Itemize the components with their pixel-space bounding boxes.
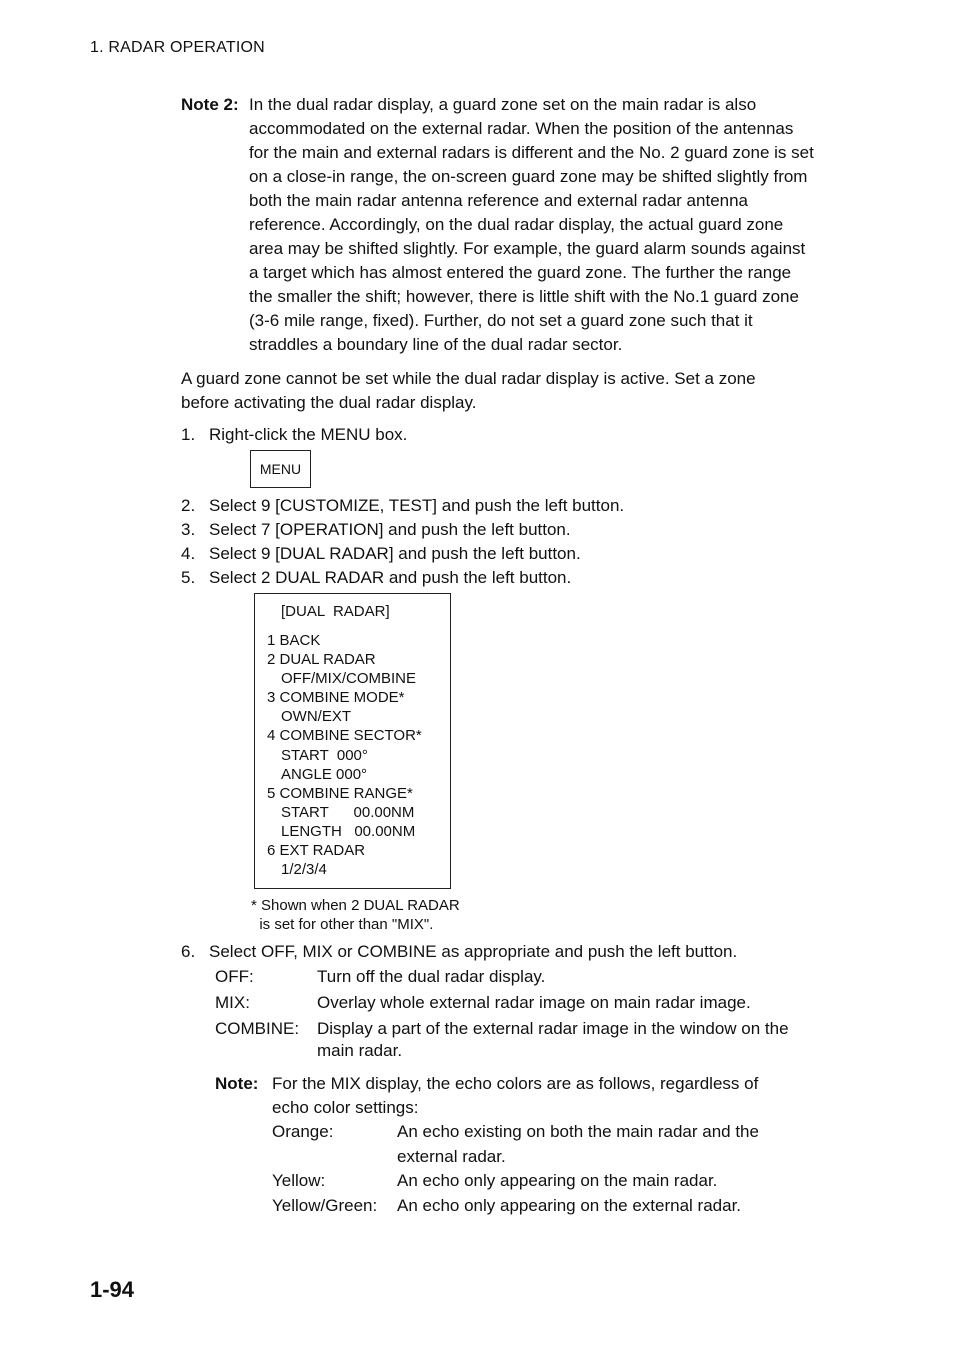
step-text: Select 9 [DUAL RADAR] and push the left button.: [209, 544, 581, 563]
menu-item-combine-range[interactable]: 5 COMBINE RANGE*: [267, 784, 413, 802]
definition-term: MIX:: [215, 993, 250, 1012]
note2-body: [249, 93, 844, 357]
note-line: echo color settings:: [272, 1098, 419, 1117]
definition-mix: [215, 992, 817, 1014]
note2-line: for the main and external radars is different and the No. 2 guard zone is set: [249, 143, 814, 162]
step-4: [181, 542, 581, 566]
note2-label: Note 2:: [181, 95, 239, 114]
echo-color-yellow: [272, 1169, 817, 1194]
footnote-line: is set for other than "MIX".: [251, 916, 434, 933]
step-text: Select 2 DUAL RADAR and push the left button.: [209, 568, 572, 587]
menu-option-line: START 00.00NM: [281, 803, 415, 821]
menu-option-line: START 000°: [281, 746, 368, 764]
menu-item-combine-mode[interactable]: 3 COMBINE MODE*: [267, 689, 405, 707]
menu-option-line: OWN/EXT: [281, 708, 351, 726]
echo-color-orange: [272, 1120, 817, 1169]
step-text: Select 9 [CUSTOMIZE, TEST] and push the left button.: [209, 496, 625, 515]
definition-term: OFF:: [215, 967, 254, 986]
step-5: [181, 566, 571, 590]
step-3: [181, 518, 571, 542]
step-number: 5.: [181, 568, 196, 587]
definition-desc: Overlay whole external radar image on main radar image.: [317, 993, 751, 1012]
step-text: Select 7 [OPERATION] and push the left button.: [209, 520, 571, 539]
menu-item-combine-sector[interactable]: 4 COMBINE SECTOR*: [267, 727, 422, 745]
note2-line: reference. Accordingly, on the dual radar display, the actual guard zone: [249, 215, 784, 234]
definition-combine: [215, 1018, 817, 1062]
color-desc: An echo existing on both the main radar and the external radar.: [397, 1122, 759, 1166]
definition-desc: Display a part of the external radar image in the window on the main radar.: [317, 1019, 789, 1060]
note2-line: both the main radar antenna reference and external radar antenna: [249, 191, 749, 210]
note2-line: In the dual radar display, a guard zone set on the main radar is also: [249, 95, 757, 114]
note2-line: straddles a boundary line of the dual radar sector.: [249, 335, 623, 354]
definition-term: COMBINE:: [215, 1019, 300, 1038]
step-number: 4.: [181, 544, 196, 563]
note-line: For the MIX display, the echo colors are as follows, regardless of: [272, 1074, 759, 1093]
color-desc: An echo only appearing on the external radar.: [397, 1195, 742, 1215]
menu-option-line: LENGTH 00.00NM: [281, 822, 416, 840]
mode-definitions: [215, 966, 817, 1062]
note2-line: on a close-in range, the on-screen guard zone may be shifted slightly from: [249, 167, 808, 186]
menu-box-button[interactable]: MENU: [250, 450, 311, 488]
color-term: Yellow/Green:: [272, 1195, 378, 1215]
note2-line: the smaller the shift; however, there is little shift with the No.1 guard zone: [249, 287, 799, 306]
step-2: [181, 494, 624, 518]
footnote-line: * Shown when 2 DUAL RADAR: [251, 897, 460, 914]
note-label: Note:: [215, 1074, 259, 1093]
note2-line: area may be shifted slightly. For example, the guard alarm sounds against: [249, 239, 806, 258]
dual-radar-menu: [254, 593, 451, 889]
menu-footnote: [251, 896, 460, 934]
step-number: 1.: [181, 425, 196, 444]
step-number: 3.: [181, 520, 196, 539]
intro-paragraph: [181, 367, 841, 415]
step-number: 2.: [181, 496, 196, 515]
intro-line: A guard zone cannot be set while the dual radar display is active. Set a zone: [181, 369, 756, 388]
dual-radar-menu-title: [DUAL RADAR]: [281, 603, 390, 620]
color-term: Yellow:: [272, 1171, 326, 1190]
menu-option-line: ANGLE 000°: [281, 765, 368, 783]
color-desc: An echo only appearing on the main radar.: [397, 1171, 718, 1190]
menu-item-back[interactable]: 1 BACK: [267, 632, 321, 649]
note2-line: (3-6 mile range, fixed). Further, do not set a guard zone such that it: [249, 311, 753, 330]
definition-off: [215, 966, 817, 988]
step-1: [181, 423, 407, 447]
echo-color-yellow-green: [272, 1194, 817, 1219]
menu-item-ext-radar[interactable]: 6 EXT RADAR: [267, 842, 366, 860]
note2-line: a target which has almost entered the guard zone. The further the range: [249, 263, 792, 282]
step-6: [181, 940, 737, 964]
definition-desc: Turn off the dual radar display.: [317, 967, 546, 986]
running-header: 1. RADAR OPERATION: [90, 39, 265, 56]
color-term: Orange:: [272, 1122, 334, 1141]
dual-radar-menu-items: [267, 631, 422, 879]
menu-option-line: 1/2/3/4: [281, 861, 327, 879]
intro-line: before activating the dual radar display.: [181, 393, 477, 412]
note-body: [272, 1072, 832, 1120]
page-number: 1-94: [90, 1277, 135, 1302]
step-number: 6.: [181, 942, 196, 961]
menu-item-dual-radar[interactable]: 2 DUAL RADAR: [267, 651, 376, 669]
echo-color-list: [272, 1120, 817, 1218]
step-text: Select OFF, MIX or COMBINE as appropriate and push the left button.: [209, 942, 738, 961]
note2-line: accommodated on the external radar. When the position of the antennas: [249, 119, 794, 138]
menu-option-line: OFF/MIX/COMBINE: [281, 670, 416, 688]
step-text: Right-click the MENU box.: [209, 425, 408, 444]
